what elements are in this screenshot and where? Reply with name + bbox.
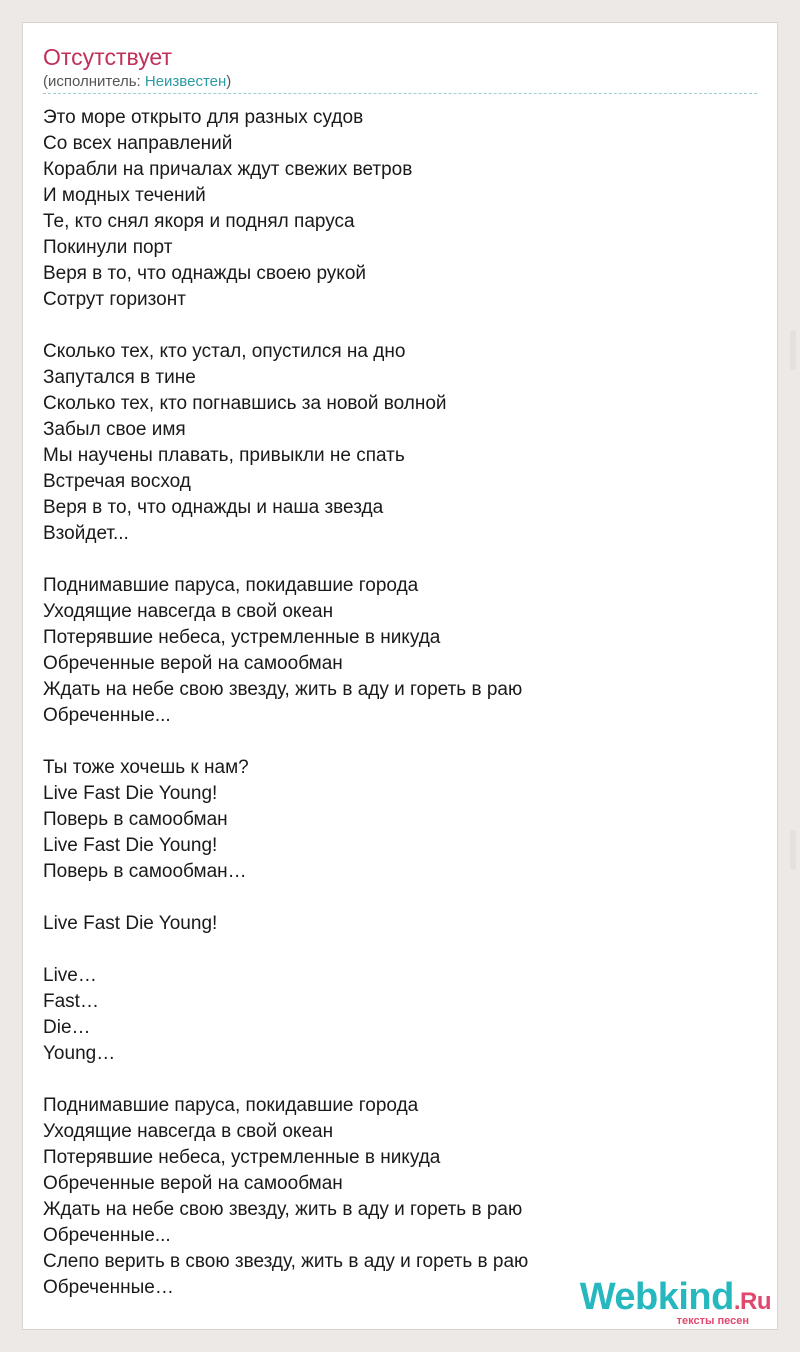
lyric-line: Корабли на причалах ждут свежих ветров <box>43 159 413 180</box>
artist-link[interactable]: Неизвестен <box>144 73 227 90</box>
lyrics-card <box>22 22 778 1330</box>
lyric-line: Слепо верить в свою звезду, жить в аду и гореть в раю <box>43 1251 529 1272</box>
lyric-line: Те, кто снял якоря и поднял паруса <box>43 211 355 232</box>
lyric-line: Live Fast Die Young! <box>43 913 218 934</box>
logo-tagline: тексты песен <box>676 1315 749 1327</box>
lyric-line: Покинули порт <box>43 237 173 258</box>
lyric-line: Запутался в тине <box>43 367 196 388</box>
lyric-line: Поднимавшие паруса, покидавшие города <box>43 575 419 596</box>
lyric-line: Веря в то, что однажды своею рукой <box>43 263 367 284</box>
stanza-gap <box>43 885 528 911</box>
lyric-line: Мы научены плавать, привыкли не спать <box>43 445 405 466</box>
lyric-line: Взойдет... <box>43 523 129 544</box>
stanza-gap <box>43 1067 528 1093</box>
lyric-line: Ты тоже хочешь к нам? <box>43 757 249 778</box>
stanza <box>43 573 528 729</box>
lyric-line: Live Fast Die Young! <box>43 835 218 856</box>
lyric-line: Веря в то, что однажды и наша звезда <box>43 497 384 518</box>
lyric-line: Со всех направлений <box>43 133 233 154</box>
lyric-line: Live… <box>43 965 97 986</box>
lyric-line: Обреченные... <box>43 1225 171 1246</box>
lyric-line: Это море открыто для разных судов <box>43 107 364 128</box>
lyric-line: Поднимавшие паруса, покидавшие города <box>43 1095 419 1116</box>
stanza-gap <box>43 937 528 963</box>
lyric-line: Сколько тех, кто устал, опустился на дно <box>43 341 406 362</box>
lyrics-text <box>43 105 528 1301</box>
artist-line <box>43 72 231 92</box>
lyric-line: Потерявшие небеса, устремленные в никуда <box>43 1147 441 1168</box>
logo-main-text: Webkind <box>579 1276 734 1318</box>
lyric-line: Ждать на небе свою звезду, жить в аду и гореть в раю <box>43 1199 523 1220</box>
lyric-line: Сколько тех, кто погнавшись за новой волной <box>43 393 447 414</box>
lyric-line: Поверь в самообман <box>43 809 228 830</box>
lyric-line: Die… <box>43 1017 91 1038</box>
scroll-indicator <box>790 330 796 370</box>
header-divider <box>43 93 757 94</box>
lyric-line: Встречая восход <box>43 471 191 492</box>
lyric-line: И модных течений <box>43 185 206 206</box>
stanza <box>43 755 528 885</box>
lyric-line: Сотрут горизонт <box>43 289 186 310</box>
stanza <box>43 339 528 547</box>
stanza <box>43 105 528 313</box>
lyric-line: Обреченные… <box>43 1277 174 1298</box>
lyric-line: Live Fast Die Young! <box>43 783 218 804</box>
lyric-line: Уходящие навсегда в свой океан <box>43 601 334 622</box>
lyric-line: Уходящие навсегда в свой океан <box>43 1121 334 1142</box>
lyric-line: Обреченные... <box>43 705 171 726</box>
lyric-line: Потерявшие небеса, устремленные в никуда <box>43 627 441 648</box>
logo-tld: .Ru <box>733 1288 771 1315</box>
stanza <box>43 911 528 937</box>
artist-suffix: ) <box>226 73 232 90</box>
lyric-line: Поверь в самообман… <box>43 861 247 882</box>
lyric-line: Забыл свое имя <box>43 419 186 440</box>
artist-prefix: (исполнитель: <box>43 73 145 90</box>
lyric-line: Обреченные верой на самообман <box>43 1173 343 1194</box>
scroll-indicator <box>790 830 796 870</box>
song-title: Отсутствует <box>43 44 172 70</box>
lyric-line: Ждать на небе свою звезду, жить в аду и гореть в раю <box>43 679 523 700</box>
stanza-gap <box>43 547 528 573</box>
stanza-gap <box>43 313 528 339</box>
stanza <box>43 1093 528 1301</box>
lyric-line: Обреченные верой на самообман <box>43 653 343 674</box>
site-logo[interactable] <box>580 1277 771 1327</box>
lyric-line: Young… <box>43 1043 116 1064</box>
stanza <box>43 963 528 1067</box>
stanza-gap <box>43 729 528 755</box>
lyric-line: Fast… <box>43 991 99 1012</box>
